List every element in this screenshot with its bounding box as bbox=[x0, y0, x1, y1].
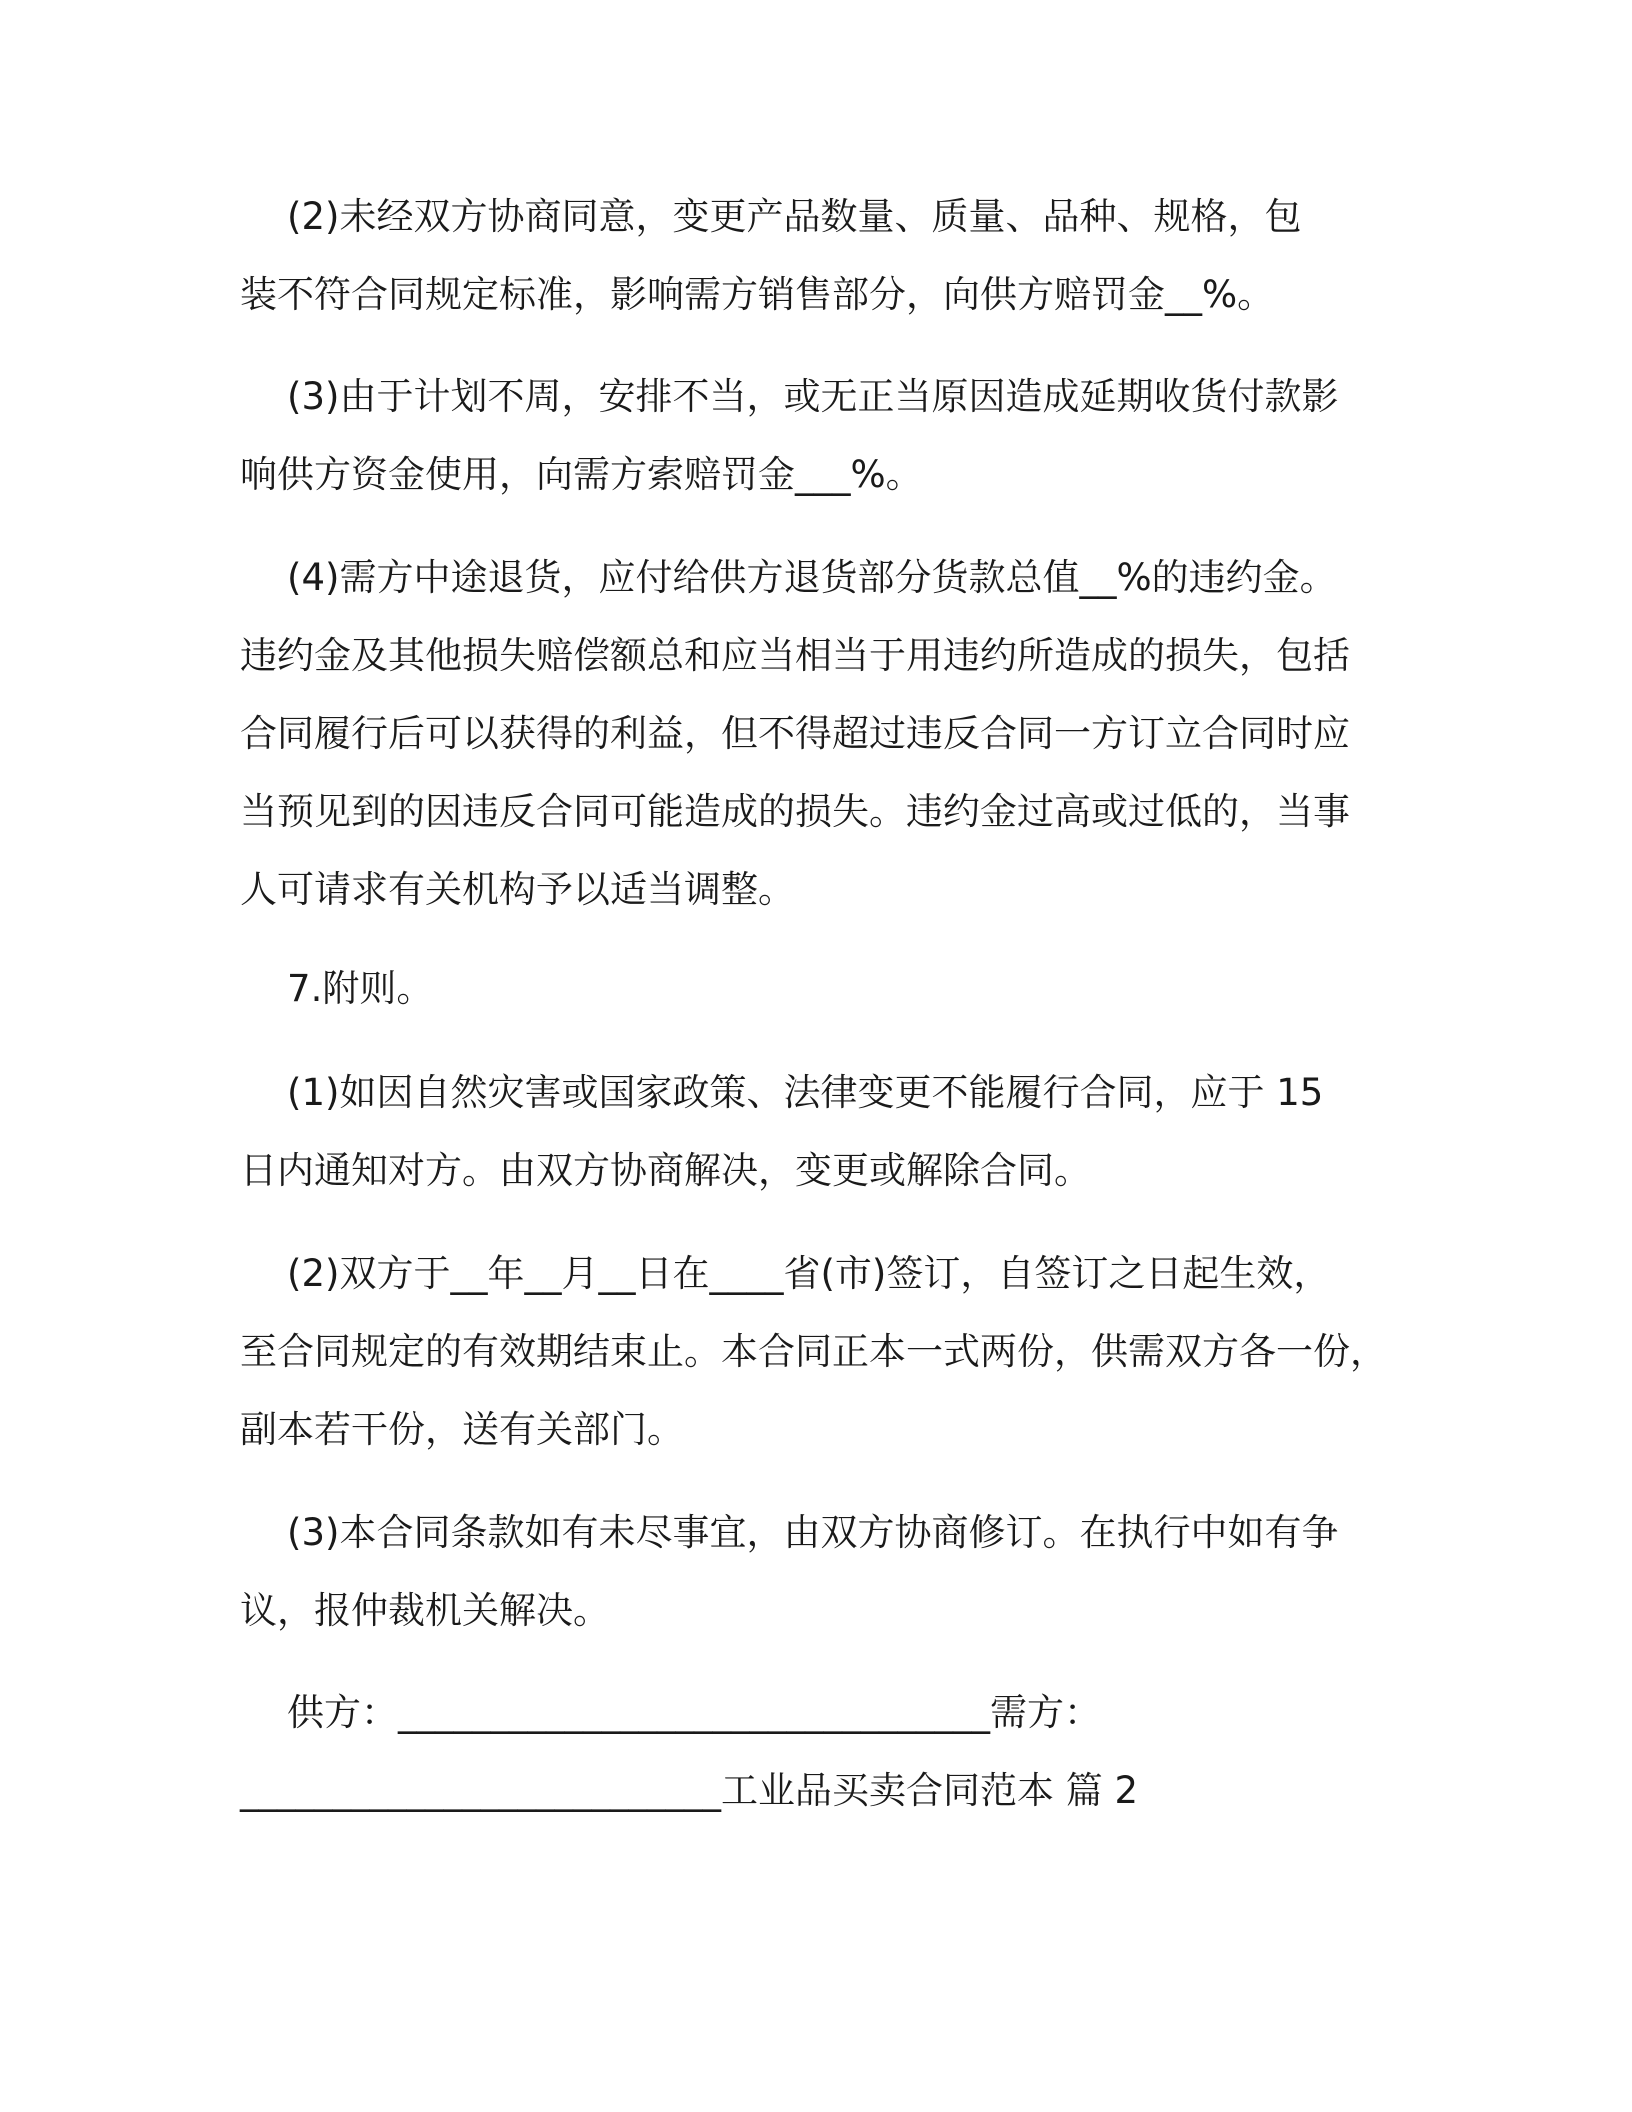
paragraph-appendix-1-line-2: 日内通知对方。由双方协商解决，变更或解除合同。 bbox=[240, 1149, 1091, 1192]
paragraph-penalty-3-line-1: (3)由于计划不周，安排不当，或无正当原因造成延期收货付款影 bbox=[240, 375, 1339, 418]
paragraph-penalty-4-line-1: (4)需方中途退货，应付给供方退货部分货款总值__%的违约金。 bbox=[240, 556, 1337, 599]
paragraph-appendix-2-line-1: (2)双方于__年__月__日在____省(市)签订，自签订之日起生效， bbox=[240, 1252, 1331, 1295]
paragraph-appendix-2-line-3: 副本若干份，送有关部门。 bbox=[240, 1408, 684, 1451]
paragraph-appendix-2-line-2: 至合同规定的有效期结束止。本合同正本一式两份，供需双方各一份， bbox=[240, 1330, 1387, 1373]
paragraph-penalty-4-line-2: 违约金及其他损失赔偿额总和应当相当于用违约所造成的损失，包括 bbox=[240, 634, 1350, 677]
paragraph-penalty-4-line-4: 当预见到的因违反合同可能造成的损失。违约金过高或过低的，当事 bbox=[240, 790, 1350, 833]
paragraph-appendix-3-line-1: (3)本合同条款如有未尽事宜，由双方协商修订。在执行中如有争 bbox=[240, 1511, 1339, 1554]
paragraph-penalty-3-line-2: 响供方资金使用，向需方索赔罚金___%。 bbox=[240, 453, 923, 496]
paragraph-appendix-1-line-1: (1)如因自然灾害或国家政策、法律变更不能履行合同，应于 15 bbox=[240, 1071, 1324, 1114]
paragraph-penalty-2-line-1: (2)未经双方协商同意，变更产品数量、质量、品种、规格，包 bbox=[240, 195, 1302, 238]
paragraph-penalty-4-line-3: 合同履行后可以获得的利益，但不得超过违反合同一方订立合同时应 bbox=[240, 712, 1350, 755]
paragraph-penalty-2-line-2: 装不符合同规定标准，影响需方销售部分，向供方赔罚金__%。 bbox=[240, 273, 1275, 316]
signature-line: 供方：________________________________需方： bbox=[240, 1691, 1102, 1734]
paragraph-penalty-4-line-5: 人可请求有关机构予以适当调整。 bbox=[240, 868, 795, 911]
signature-line-continuation: __________________________工业品买卖合同范本 篇 2 bbox=[240, 1769, 1139, 1812]
section-heading-appendix: 7.附则。 bbox=[240, 967, 434, 1010]
paragraph-appendix-3-line-2: 议，报仲裁机关解决。 bbox=[240, 1589, 610, 1632]
